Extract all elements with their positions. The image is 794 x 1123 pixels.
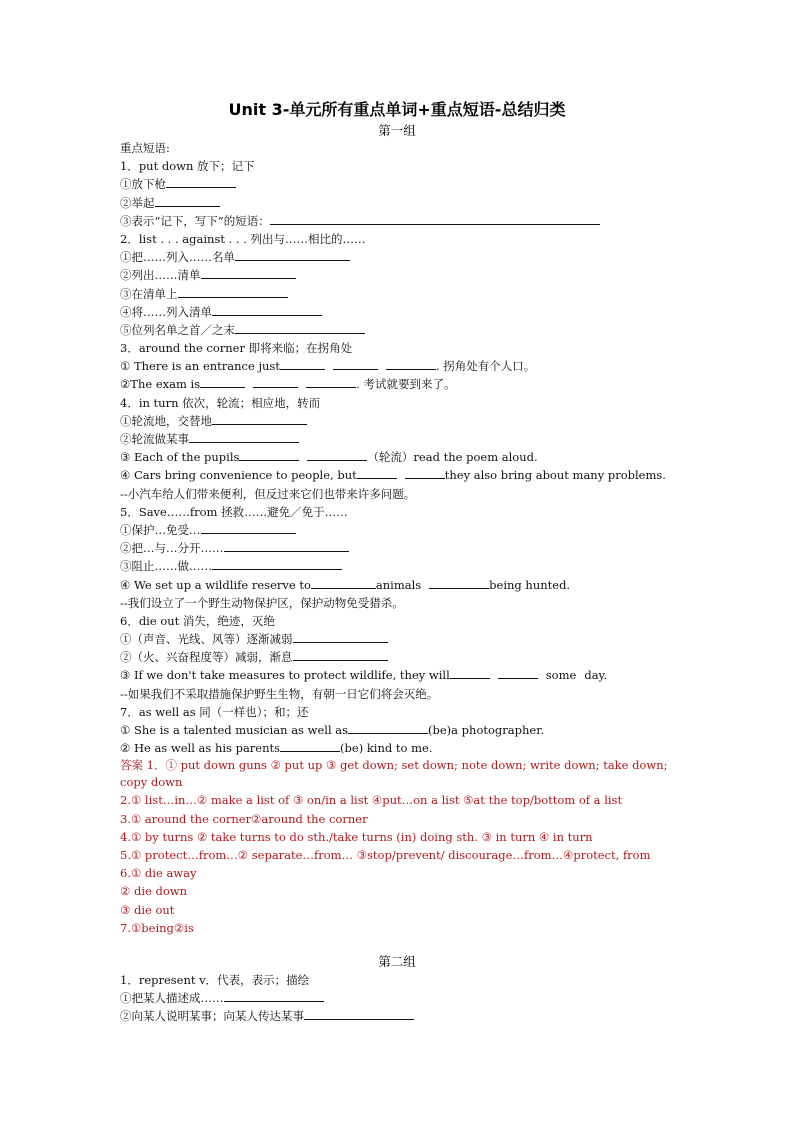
answer-blank[interactable] <box>293 648 388 661</box>
phrase-heading-6: 6．die out 消失，绝迹，灭绝 <box>120 613 275 628</box>
exercise-line: ④ Cars bring convenience to people, but they also bring about many problems. <box>120 468 666 483</box>
answer-blank[interactable] <box>235 248 350 261</box>
group-1-content <box>120 139 680 937</box>
answer-blank[interactable] <box>270 212 600 225</box>
exercise-line: ①保护…免受… <box>120 521 680 539</box>
answer-key-line: 5.① protect…from…② separate…from… ③stop/prevent/ discourage…from…④protect, from <box>120 847 651 862</box>
exercise-line: ①把……列入……名单 <box>120 248 680 266</box>
section-label: 重点短语: <box>120 141 170 155</box>
answer-blank[interactable] <box>405 466 445 479</box>
answer-blank[interactable] <box>498 666 538 679</box>
phrase-heading-4: 4．in turn 依次，轮流；相应地，转而 <box>120 395 321 410</box>
answer-blank[interactable] <box>200 375 245 388</box>
answer-key-line: ③ die out <box>120 902 175 917</box>
answer-blank[interactable] <box>166 175 236 188</box>
phrase-heading-2: 2．list . . . against . . . 列出与……相比的…… <box>120 231 366 246</box>
answer-blank[interactable] <box>386 357 436 370</box>
exercise-line: ④将……列入清单 <box>120 303 680 321</box>
exercise-line: ②举起 <box>120 194 680 212</box>
group-2-title: 第二组 <box>378 954 416 969</box>
exercise-line: ③表示“记下，写下”的短语： <box>120 212 680 230</box>
answer-blank[interactable] <box>333 357 378 370</box>
exercise-line: ②把…与…分开…… <box>120 539 680 557</box>
answer-blank[interactable] <box>235 321 365 334</box>
phrase-heading-7: 7．as well as 同（一样也）；和；还 <box>120 704 309 719</box>
answer-key-line: 答案 1．① put down guns ② put up ③ get down; set down; note down; write down; take down; copy down <box>120 758 668 790</box>
answer-blank[interactable] <box>224 989 324 1002</box>
answer-key-line: 6.① die away <box>120 866 197 881</box>
answer-key-line: 7.①being②is <box>120 920 194 935</box>
answer-blank[interactable] <box>357 466 397 479</box>
answer-blank[interactable] <box>239 448 299 461</box>
answer-blank[interactable] <box>201 266 296 279</box>
answer-blank[interactable] <box>348 721 428 734</box>
answer-blank[interactable] <box>280 739 340 752</box>
translation-line: --如果我们不采取措施保护野生生物，有朝一日它们将会灭绝。 <box>120 686 439 701</box>
phrase-heading-3: 3．around the corner 即将来临；在拐角处 <box>120 341 353 356</box>
answer-blank[interactable] <box>212 412 307 425</box>
answer-blank[interactable] <box>306 375 356 388</box>
phrase-heading-1: 1．put down 放下；记下 <box>120 159 255 174</box>
answer-blank[interactable] <box>189 430 299 443</box>
answer-blank[interactable] <box>212 303 322 316</box>
exercise-line: ②The exam is . 考试就要到来了。 <box>120 377 456 392</box>
translation-line: --我们设立了一个野生动物保护区，保护动物免受猎杀。 <box>120 595 404 610</box>
exercise-line: ① There is an entrance just . 拐角处有个人口。 <box>120 359 536 374</box>
answer-key-line: ② die down <box>120 884 188 899</box>
exercise-line: ②轮流做某事 <box>120 430 680 448</box>
answer-blank[interactable] <box>307 448 367 461</box>
exercise-line: ② He as well as his parents (be) kind to me. <box>120 741 433 756</box>
answer-blank[interactable] <box>280 357 325 370</box>
answer-blank[interactable] <box>155 194 220 207</box>
exercise-line: ③阻止……做…… <box>120 557 680 575</box>
answer-blank[interactable] <box>311 576 376 589</box>
answer-key-line: 3.① around the corner②around the corner <box>120 811 368 826</box>
answer-blank[interactable] <box>212 557 342 570</box>
exercise-line: ① She is a talented musician as well as (be)a photographer. <box>120 723 545 737</box>
answer-blank[interactable] <box>293 630 388 643</box>
document-title: Unit 3-单元所有重点单词+重点短语-总结归类 <box>228 100 566 119</box>
group-1-title: 第一组 <box>378 123 416 138</box>
exercise-line: ②（火、兴奋程度等）减弱，渐息 <box>120 648 680 666</box>
translation-line: --小汽车给人们带来便利，但反过来它们也带来许多问题。 <box>120 486 416 501</box>
answer-blank[interactable] <box>224 539 349 552</box>
exercise-line: ③ If we don't take measures to protect wildlife, they will some day. <box>120 668 608 683</box>
exercise-line: ①把某人描述成…… <box>120 989 680 1007</box>
exercise-line: ①（声音、光线、风等）逐渐减弱 <box>120 630 680 648</box>
exercise-line: ③ Each of the pupils （轮流）read the poem aloud. <box>120 450 538 465</box>
exercise-line: ③在清单上 <box>120 285 680 303</box>
exercise-line: ①轮流地，交替地 <box>120 412 680 430</box>
answer-blank[interactable] <box>253 375 298 388</box>
answer-blank[interactable] <box>304 1007 414 1020</box>
answer-key-line: 2.① list…in…② make a list of ③ on/in a list ④put…on a list ⑤at the top/bottom of a list <box>120 793 623 808</box>
exercise-line: ②列出……清单 <box>120 266 680 284</box>
phrase-heading-5: 5．Save……from 拯救……避免／免于…… <box>120 504 348 519</box>
exercise-line: ⑤位列名单之首／之末 <box>120 321 680 339</box>
phrase-heading-1: 1．represent v．代表，表示；描绘 <box>120 973 310 987</box>
answer-key-line: 4.① by turns ② take turns to do sth./take turns (in) doing sth. ③ in turn ④ in turn <box>120 829 593 844</box>
exercise-line: ①放下枪 <box>120 175 680 193</box>
group-2-content <box>120 971 680 1026</box>
answer-blank[interactable] <box>450 666 490 679</box>
answer-blank[interactable] <box>178 285 288 298</box>
exercise-line: ④ We set up a wildlife reserve to animals being hunted. <box>120 577 571 592</box>
answer-blank[interactable] <box>429 576 489 589</box>
answer-blank[interactable] <box>201 521 296 534</box>
exercise-line: ②向某人说明某事；向某人传达某事 <box>120 1007 680 1025</box>
